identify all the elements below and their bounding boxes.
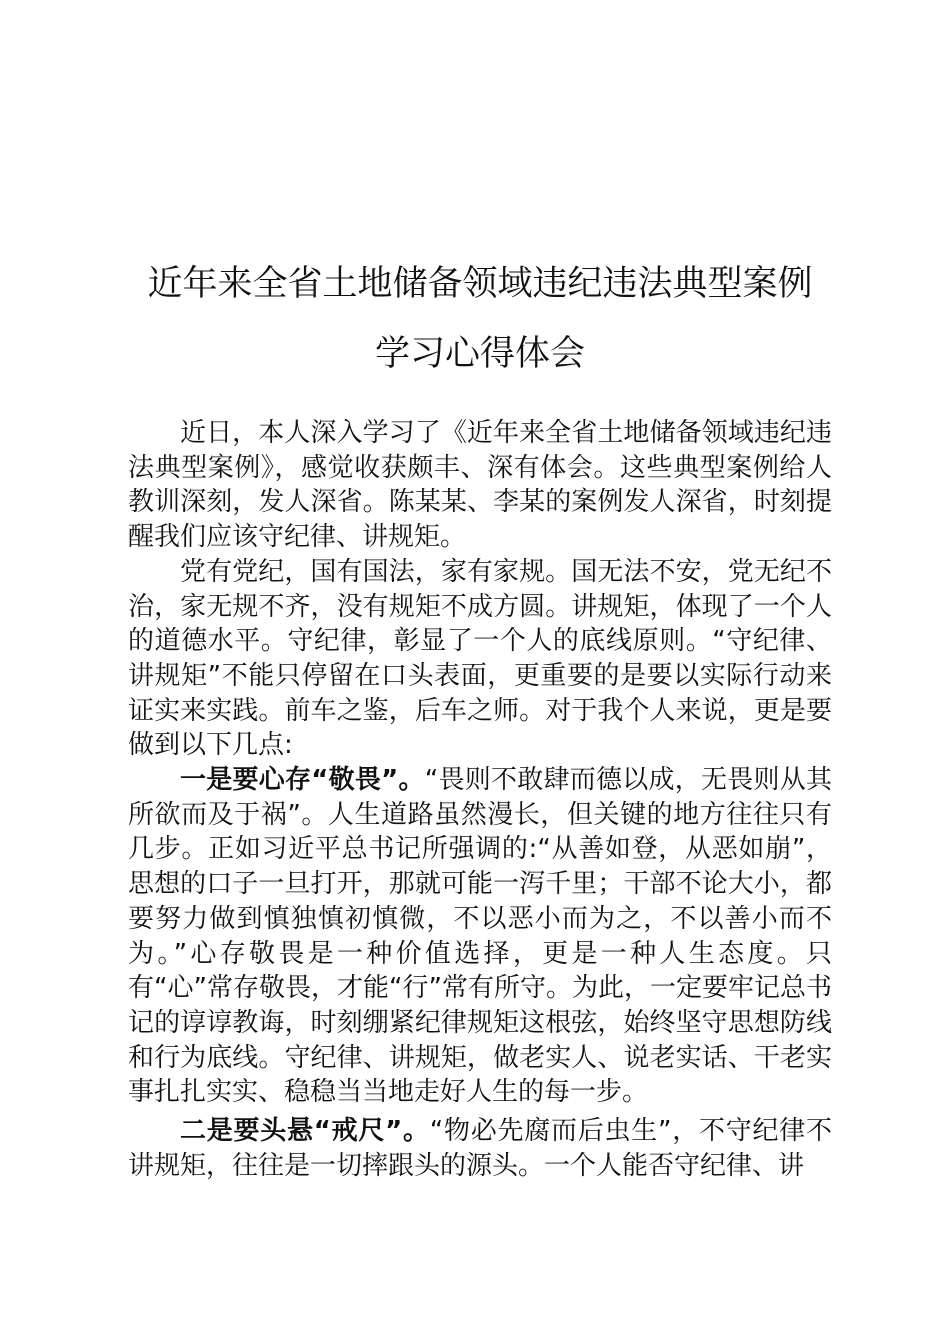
paragraph-lead: 一是要心存“敬畏”。 bbox=[180, 765, 425, 796]
paragraph-text: 党有党纪，国有国法，家有家规。国无法不安，党无纪不治，家无规不齐，没有规矩不成方圆。讲规矩，体现了一个人的道德水平。守纪律，彰显了一个人的底线原则。“守纪律、讲规矩”不能只停留在口头表面，更重要的是要以实际行动来证实来实践。前车之鉴，后车之师。对于我个人来说，更是要做到以下几点: bbox=[128, 556, 832, 761]
paragraph-rules bbox=[128, 555, 832, 763]
document-title-line-1: 近年来全省土地储备领域违纪违法典型案例 bbox=[147, 264, 813, 304]
paragraph-lead: 二是要头悬“戒尺”。 bbox=[180, 1116, 430, 1147]
paragraph-text: “畏则不敢肆而德以成，无畏则从其所欲而及于祸”。人生道路虽然漫长，但关键的地方往往只有几步。正如习近平总书记所强调的:“从善如登，从恶如崩”，思想的口子一旦打开，那就可能一泻千里；干部不论大小，都要努力做到慎独慎初慎微，不以恶小而为之，不以善小而不为。”心存敬畏是一种价值选择，更是一种人生态度。只有“心”常存敬畏，才能“行”常有所守。为此，一定要牢记总书记的谆谆教诲，时刻绷紧纪律规矩这根弦，始终坚守思想防线和行为底线。守纪律、讲规矩，做老实人、说老实话、干老实事扎扎实实、稳稳当当地走好人生的每一步。 bbox=[128, 765, 832, 1108]
document-title-line-2: 学习心得体会 bbox=[374, 334, 585, 374]
paragraph-text: “物必先腐而后虫生”，不守纪律不讲规矩，往往是一切摔跟头的源头。一个人能否守纪律、讲 bbox=[128, 1116, 832, 1181]
paragraph-intro bbox=[128, 416, 832, 555]
paragraph-point-two bbox=[128, 1114, 832, 1183]
paragraph-point-one bbox=[128, 763, 832, 1110]
paragraph-text: 近日，本人深入学习了《近年来全省土地储备领域违纪违法典型案例》，感觉收获颇丰、深有体会。这些典型案例给人教训深刻，发人深省。陈某某、李某的案例发人深省，时刻提醒我们应该守纪律、讲规矩。 bbox=[128, 418, 832, 553]
document-body bbox=[128, 416, 832, 1183]
